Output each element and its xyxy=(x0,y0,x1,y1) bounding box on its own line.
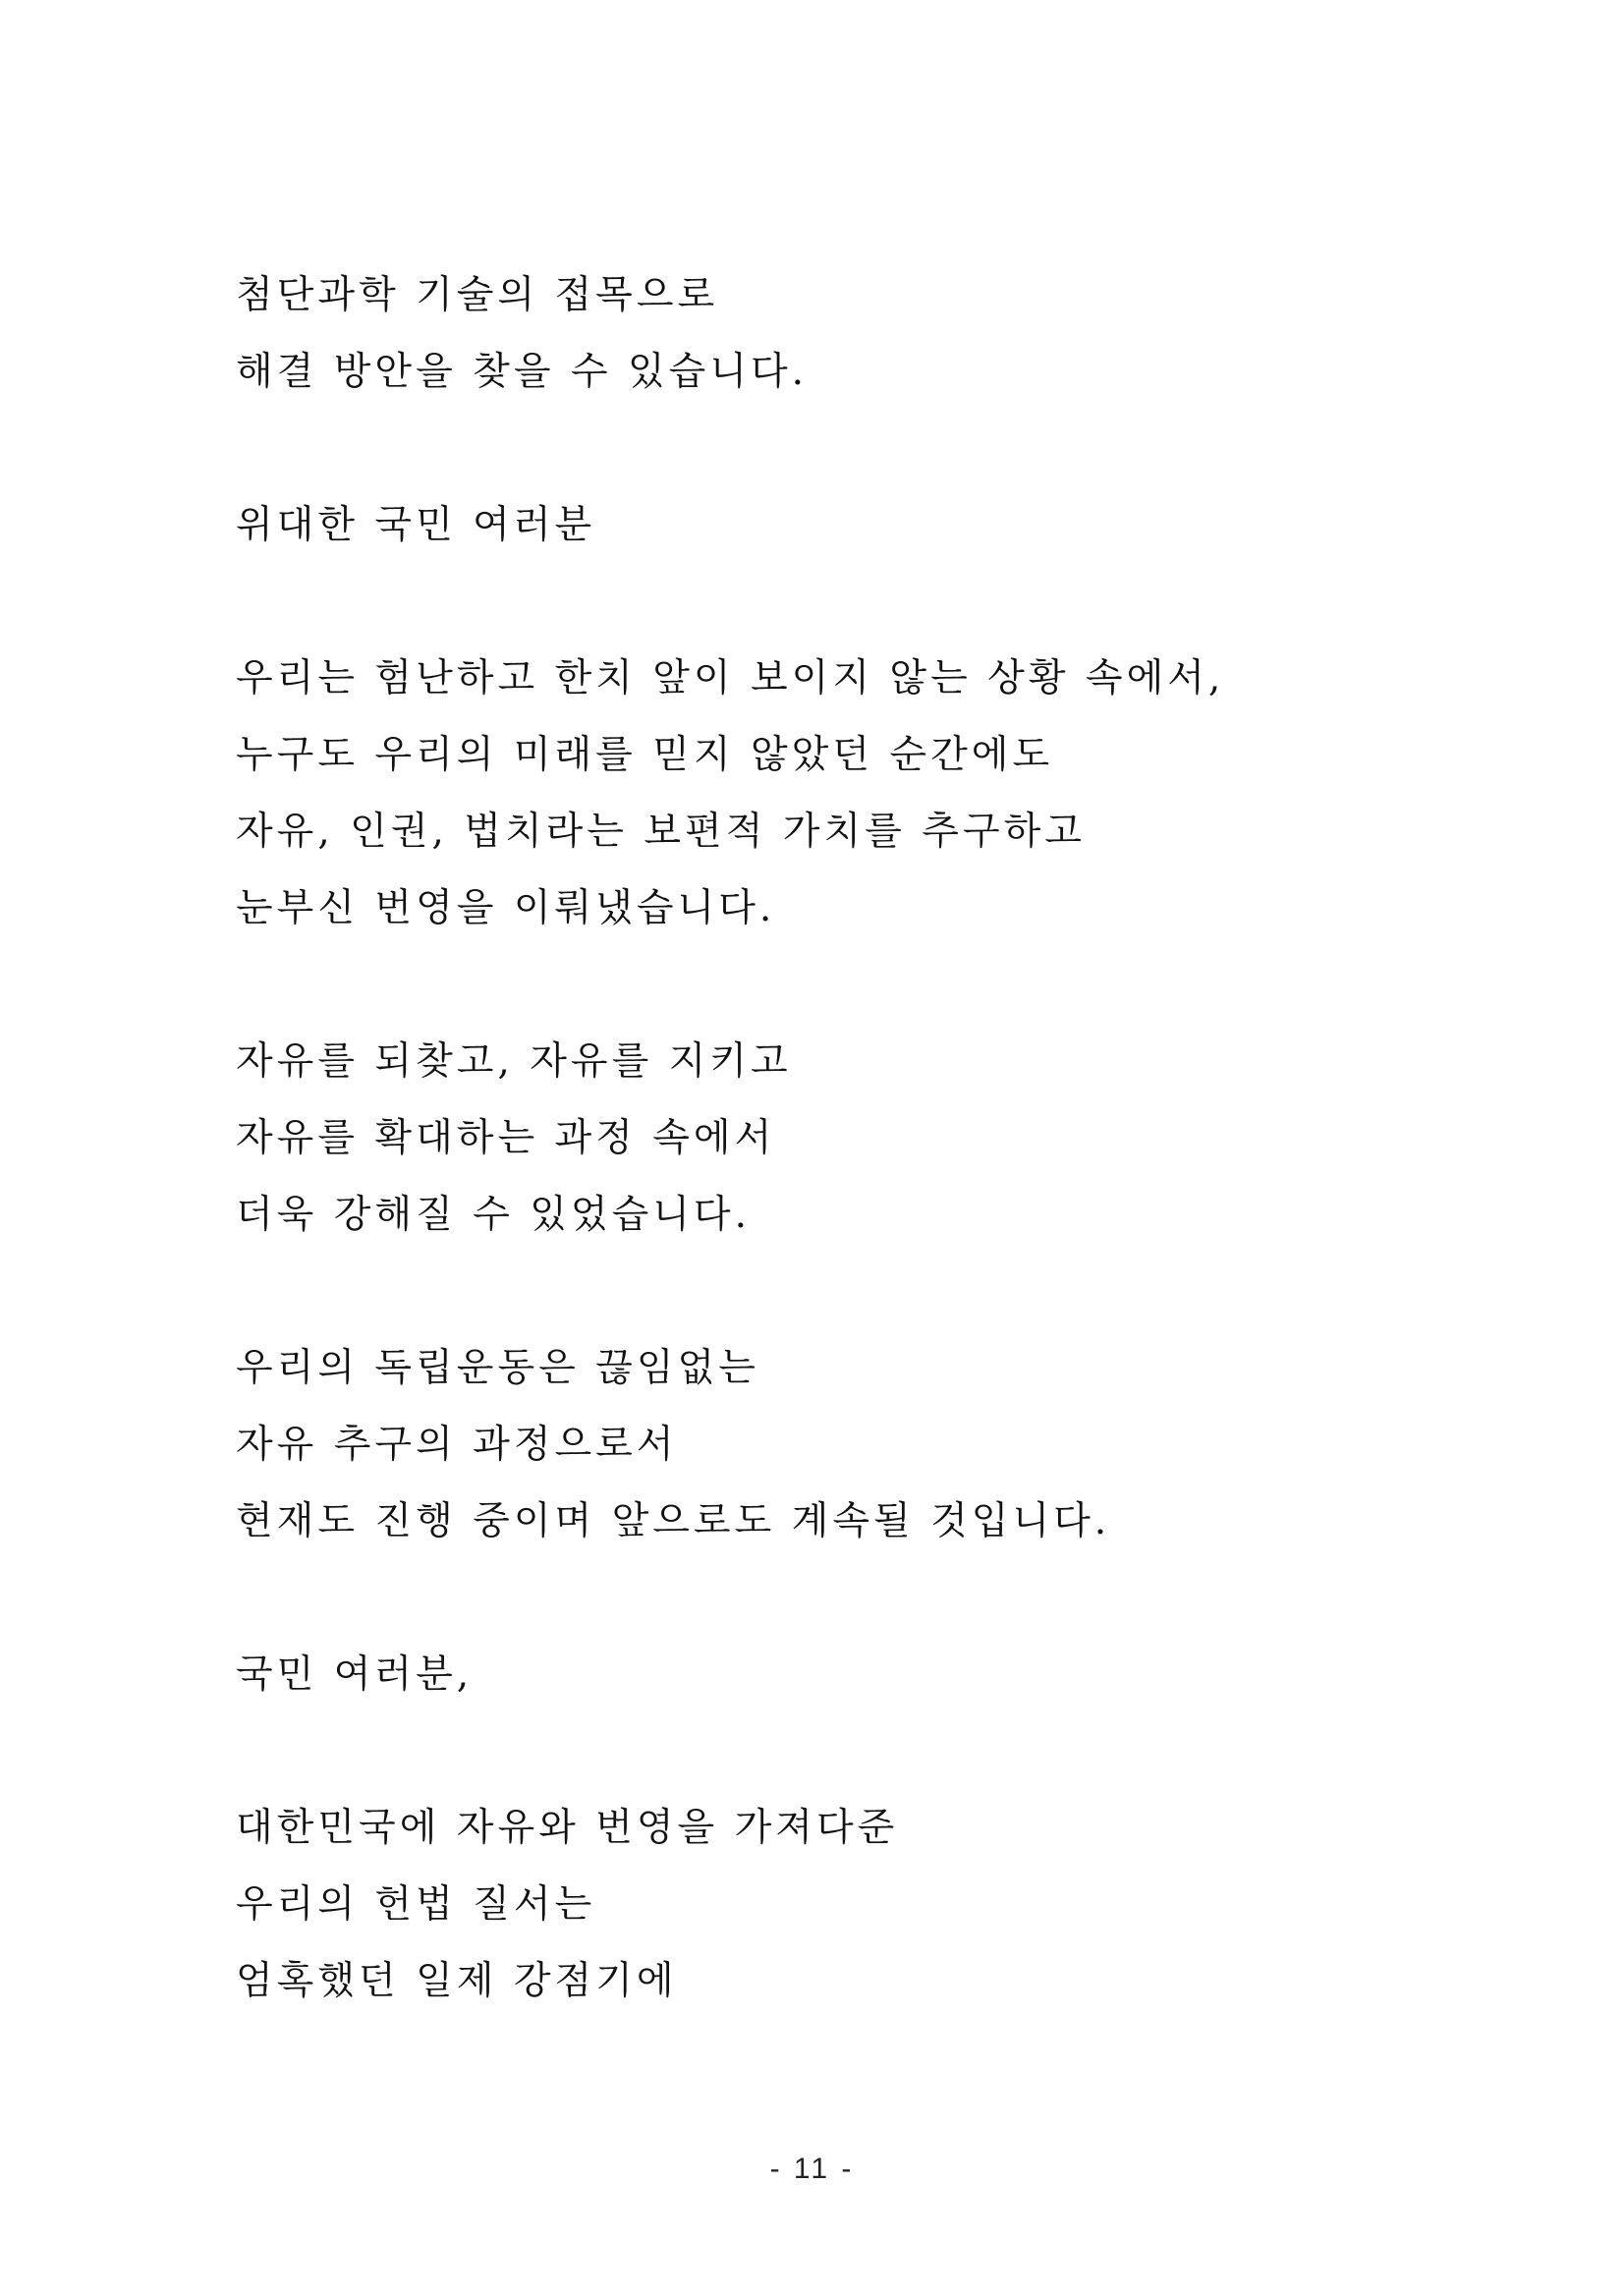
paragraph xyxy=(236,487,1415,564)
paragraph-spacer xyxy=(236,1254,1415,1330)
text-line: 누구도 우리의 미래를 믿지 않았던 순간에도 xyxy=(236,733,1054,777)
text-line: 국민 여러분, xyxy=(236,1652,474,1697)
text-line: 현재도 진행 중이며 앞으로도 계속될 것입니다. xyxy=(236,1499,1111,1543)
text-line: 자유를 되찾고, 자유를 지키고 xyxy=(236,1039,792,1084)
text-line: 첨단과학 기술의 접목으로 xyxy=(236,273,719,317)
document-body xyxy=(236,257,1415,2020)
text-line: 우리의 독립운동은 끊임없는 xyxy=(236,1346,759,1390)
text-line: 자유 추구의 과정으로서 xyxy=(236,1423,678,1467)
paragraph xyxy=(236,1790,1415,2020)
paragraph xyxy=(236,1024,1415,1254)
text-line: 더욱 강해질 수 있었습니다. xyxy=(236,1193,752,1237)
text-line: 우리의 헌법 질서는 xyxy=(236,1882,596,1927)
text-line: 대한민국에 자유와 번영을 가져다준 xyxy=(236,1806,899,1850)
page-number: - 11 - xyxy=(769,2153,855,2185)
text-line: 위대한 국민 여러분 xyxy=(236,503,596,547)
text-line: 자유, 인권, 법치라는 보편적 가치를 추구하고 xyxy=(236,810,1086,854)
paragraph xyxy=(236,257,1415,411)
text-line: 엄혹했던 일제 강점기에 xyxy=(236,1959,678,2003)
paragraph-spacer xyxy=(236,1713,1415,1790)
paragraph-spacer xyxy=(236,411,1415,487)
paragraph-spacer xyxy=(236,1560,1415,1637)
text-line: 해결 방안을 찾을 수 있습니다. xyxy=(236,350,809,394)
text-line: 우리는 험난하고 한치 앞이 보이지 않는 상황 속에서, xyxy=(236,656,1225,700)
paragraph-spacer xyxy=(236,564,1415,641)
paragraph-spacer xyxy=(236,947,1415,1024)
text-line: 눈부신 번영을 이뤄냈습니다. xyxy=(236,886,776,930)
paragraph xyxy=(236,1637,1415,1713)
paragraph xyxy=(236,1330,1415,1560)
paragraph xyxy=(236,641,1415,947)
text-line: 자유를 확대하는 과정 속에서 xyxy=(236,1116,776,1160)
